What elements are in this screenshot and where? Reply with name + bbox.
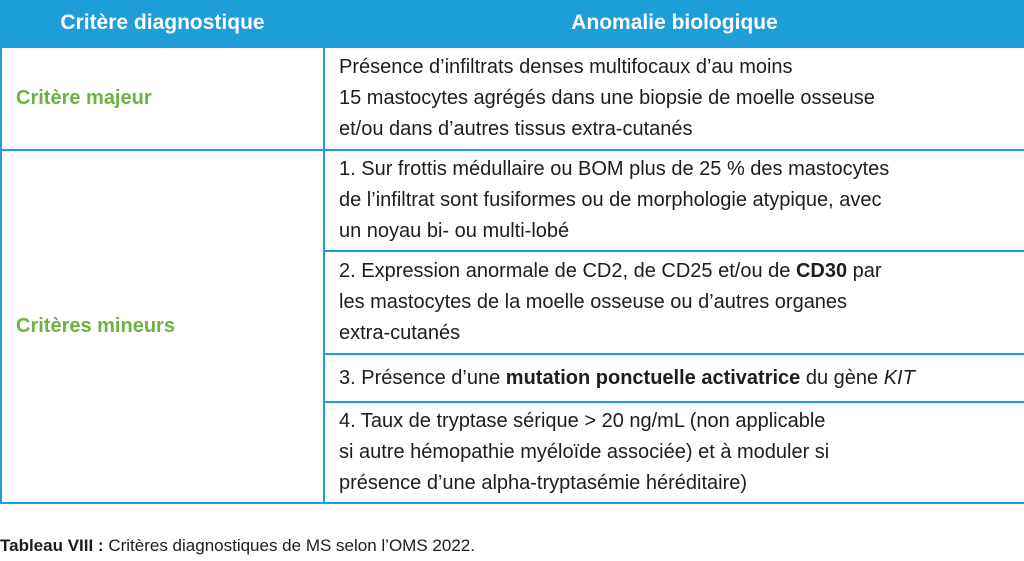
text-segment: par [847,260,882,282]
header-criterion: Critère diagnostique [1,0,324,47]
table-caption [0,536,475,556]
table-row-major [1,47,1024,150]
text-line: si autre hémopathie myéloïde associée) et à moduler si [339,441,830,463]
text-line: de l’infiltrat sont fusiformes ou de morphologie atypique, avec [339,189,882,211]
bold-term: CD30 [795,260,848,282]
text-line: un noyau bi- ou multi-lobé [339,220,570,242]
text-line: 4. Taux de tryptase sérique > 20 ng/mL (non applicable [339,410,826,432]
caption-label: Tableau VIII : [0,536,104,555]
bold-term: mutation ponctuelle activatrice [505,366,801,389]
header-anomaly: Anomalie biologique [324,0,1024,47]
text-line: 1. Sur frottis médullaire ou BOM plus de 25 % des mastocytes [339,158,890,180]
minor-criterion-3 [324,354,1024,402]
text-line: et/ou dans d’autres tissus extra-cutanés [339,118,693,140]
text-line: Présence d’infiltrats denses multifocaux d’au moins [339,56,793,78]
minor-criterion-1 [324,150,1024,251]
table-header-row [1,0,1024,47]
table-row-minor-1 [1,150,1024,251]
text-segment: du gène [800,366,884,389]
minor-criterion-2 [324,251,1024,354]
caption-text: Critères diagnostiques de MS selon l’OMS 2022. [103,536,475,555]
major-criterion-text [324,47,1024,150]
text-line: les mastocytes de la moelle osseuse ou d’autres organes [339,291,848,313]
text-segment: 2. Expression anormale de CD2, de CD25 et/ou de [339,260,796,282]
gene-name: KIT [883,366,915,389]
text-line: présence d’une alpha-tryptasémie héréditaire) [339,472,748,494]
minor-criterion-4 [324,402,1024,503]
text-line: extra-cutanés [339,322,461,344]
text-segment: 3. Présence d’une [339,366,506,389]
minor-criteria-label: Critères mineurs [1,150,324,503]
major-criterion-label: Critère majeur [1,47,324,150]
text-line: 15 mastocytes agrégés dans une biopsie de moelle osseuse [339,87,875,109]
